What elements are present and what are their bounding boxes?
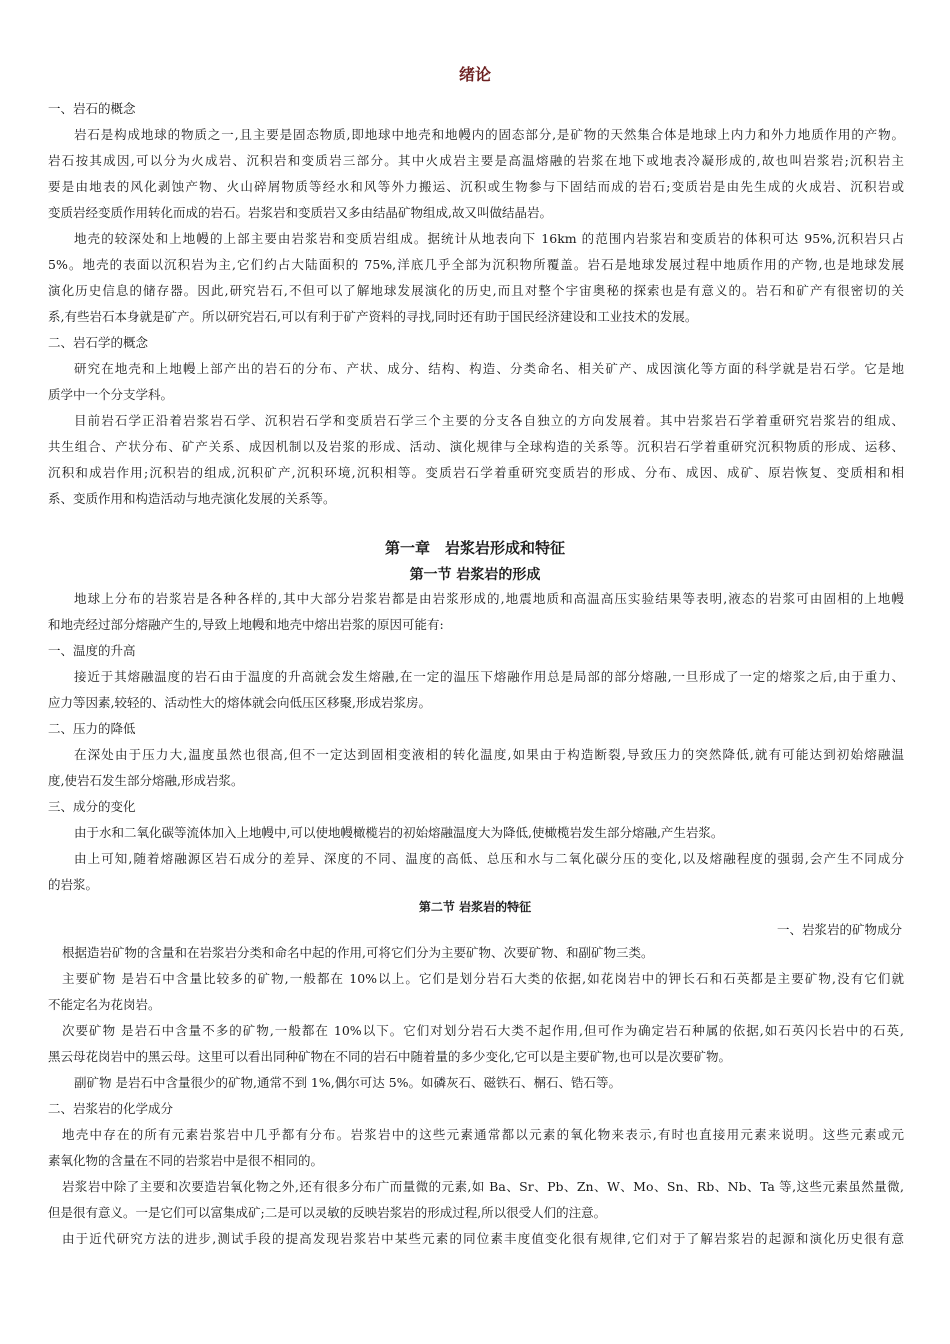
paragraph-line: 质学中一个分支学科。: [48, 387, 174, 402]
paragraph-line: 地壳中存在的所有元素岩浆岩中几乎都有分布。岩浆岩中的这些元素通常都以元素的氧化物来表示,有时也直接用元素来说明。这些元素或元: [62, 1127, 904, 1142]
paragraph-line: 沉积和成岩作用;沉积岩的组成,沉积矿产,沉积环境,沉积相等。变质岩石学着重研究变质岩的形成、分布、成因、成矿、原岩恢复、变质相和相: [48, 465, 904, 480]
paragraph-line: 的岩浆。: [48, 877, 99, 892]
heading-petrology-concept: 二、岩石学的概念: [48, 335, 149, 350]
paragraph-line: 根据造岩矿物的含量和在岩浆岩分类和命名中起的作用,可将它们分为主要矿物、次要矿物、和副矿物三类。: [62, 945, 654, 960]
heading-rock-concept: 一、岩石的概念: [48, 101, 136, 116]
paragraph-line: 次要矿物 是岩石中含量不多的矿物,一般都在 10%以下。它们对划分岩石大类不起作用,但可作为确定岩石种属的依据,如石英闪长岩中的石英,: [62, 1023, 904, 1038]
paragraph-line: 5%。地壳的表面以沉积岩为主,它们约占大陆面积的 75%,洋底几乎全部为沉积物所覆盖。岩石是地球发展过程中地质作用的产物,也是地球发展: [48, 257, 904, 272]
paragraph-line: 素氧化物的含量在不同的岩浆岩中是很不相同的。: [48, 1153, 324, 1168]
paragraph-line: 系、变质作用和构造活动与地壳演化发展的关系等。: [48, 491, 336, 506]
paragraph-line: 系,有些岩石本身就是矿产。所以研究岩石,可以有利于矿产资料的寻找,同时还有助于国民经济建设和工业技术的发展。: [48, 309, 698, 324]
paragraph-line: 岩浆岩中除了主要和次要造岩氧化物之外,还有很多分布广而量微的元素,如 Ba、Sr、Pb、Zn、W、Mo、Sn、Rb、Nb、Ta 等,这些元素虽然量微,: [62, 1179, 904, 1194]
paragraph-line: 岩石是构成地球的物质之一,且主要是固态物质,即地球中地壳和地幔内的固态部分,是矿物的天然集合体是地球上内力和外力地质作用的产物。: [74, 127, 904, 142]
heading-composition-change: 三、成分的变化: [48, 799, 136, 814]
paragraph-line: 黑云母花岗岩中的黑云母。这里可以看出同种矿物在不同的岩石中随着量的多少变化,它可以是主要矿物,也可以是次要矿物。: [48, 1049, 731, 1064]
heading-mineral-composition: 一、岩浆岩的矿物成分: [776, 922, 902, 937]
paragraph-line: 和地壳经过部分熔融产生的,导致上地幔和地壳中熔出岩浆的原因可能有:: [48, 617, 444, 632]
section-title: 第一节 岩浆岩的形成: [409, 567, 541, 583]
paragraph-line: 要是由地表的风化剥蚀产物、火山碎屑物质等经水和风等外力搬运、沉积或生物参与下固结而成的岩石;变质岩是由先生成的火成岩、沉积岩或: [48, 179, 904, 194]
heading-temperature-rise: 一、温度的升高: [48, 643, 136, 658]
document-title: 绪论: [458, 65, 491, 84]
paragraph-line: 共生组合、产状分布、矿产关系、成因机制以及岩浆的形成、活动、演化规律与全球构造的关系等。沉积岩石学着重研究沉积物质的形成、运移、: [48, 439, 904, 454]
paragraph-line: 在深处由于压力大,温度虽然也很高,但不一定达到固相变液相的转化温度,如果由于构造断裂,导致压力的突然降低,就有可能达到初始熔融温: [74, 747, 904, 762]
paragraph-line: 由于近代研究方法的进步,测试手段的提高发现岩浆岩中某些元素的同位素丰度值变化很有规律,它们对于了解岩浆岩的起源和演化历史很有意: [62, 1231, 904, 1246]
paragraph-line: 副矿物 是岩石中含量很少的矿物,通常不到 1%,偶尔可达 5%。如磷灰石、磁铁石、榍石、锆石等。: [74, 1075, 622, 1090]
paragraph-line: 度,使岩石发生部分熔融,形成岩浆。: [48, 773, 244, 788]
paragraph-line: 接近于其熔融温度的岩石由于温度的升高就会发生熔融,在一定的温压下熔融作用总是局部的部分熔融,一旦形成了一定的熔浆之后,由于重力、: [74, 669, 904, 684]
paragraph-line: 但是很有意义。一是它们可以富集成矿;二是可以灵敏的反映岩浆岩的形成过程,所以很受人们的注意。: [48, 1205, 607, 1220]
paragraph-line: 变质岩经变质作用转化而成的岩石。岩浆岩和变质岩又多由结晶矿物组成,故又叫做结晶岩。: [48, 205, 552, 220]
paragraph-line: 研究在地壳和上地幔上部产出的岩石的分布、产状、成分、结构、构造、分类命名、相关矿产、成因演化等方面的科学就是岩石学。它是地: [74, 361, 904, 376]
paragraph-line: 由上可知,随着熔融源区岩石成分的差异、深度的不同、温度的高低、总压和水与二氧化碳分压的变化,以及熔融程度的强弱,会产生不同成分: [74, 851, 904, 866]
paragraph-line: 应力等因素,较轻的、活动性大的熔体就会向低压区移聚,形成岩浆房。: [48, 695, 431, 710]
paragraph-line: 由于水和二氧化碳等流体加入上地幔中,可以使地幔橄榄岩的初始熔融温度大为降低,使橄榄岩发生部分熔融,产生岩浆。: [74, 825, 724, 840]
paragraph-line: 不能定名为花岗岩。: [48, 997, 161, 1012]
heading-chemical-composition: 二、岩浆岩的化学成分: [48, 1101, 174, 1116]
section-title: 第二节 岩浆岩的特征: [418, 900, 532, 914]
paragraph-line: 目前岩石学正沿着岩浆岩石学、沉积岩石学和变质岩石学三个主要的分支各自独立的方向发展着。其中岩浆岩石学着重研究岩浆岩的组成、: [74, 413, 904, 428]
chapter-title: 第一章 岩浆岩形成和特征: [384, 539, 565, 557]
paragraph-line: 地壳的较深处和上地幔的上部主要由岩浆岩和变质岩组成。据统计从地表向下 16km 的范围内岩浆岩和变质岩的体积可达 95%,沉积岩只占: [74, 231, 904, 246]
paragraph-line: 地球上分布的岩浆岩是各种各样的,其中大部分岩浆岩都是由岩浆形成的,地震地质和高温高压实验结果等表明,液态的岩浆可由固相的上地幔: [74, 591, 904, 606]
paragraph-line: 主要矿物 是岩石中含量比较多的矿物,一般都在 10%以上。它们是划分岩石大类的依据,如花岗岩中的钾长石和石英都是主要矿物,没有它们就: [62, 971, 904, 986]
paragraph-line: 演化历史信息的储存器。因此,研究岩石,不但可以了解地球发展演化的历史,而且对整个宇宙奥秘的探索也是有意义的。岩石和矿产有很密切的关: [48, 283, 904, 298]
paragraph-line: 岩石按其成因,可以分为火成岩、沉积岩和变质岩三部分。其中火成岩主要是高温熔融的岩浆在地下或地表冷凝形成的,故也叫岩浆岩;沉积岩主: [48, 153, 904, 168]
heading-pressure-drop: 二、压力的降低: [48, 721, 136, 736]
